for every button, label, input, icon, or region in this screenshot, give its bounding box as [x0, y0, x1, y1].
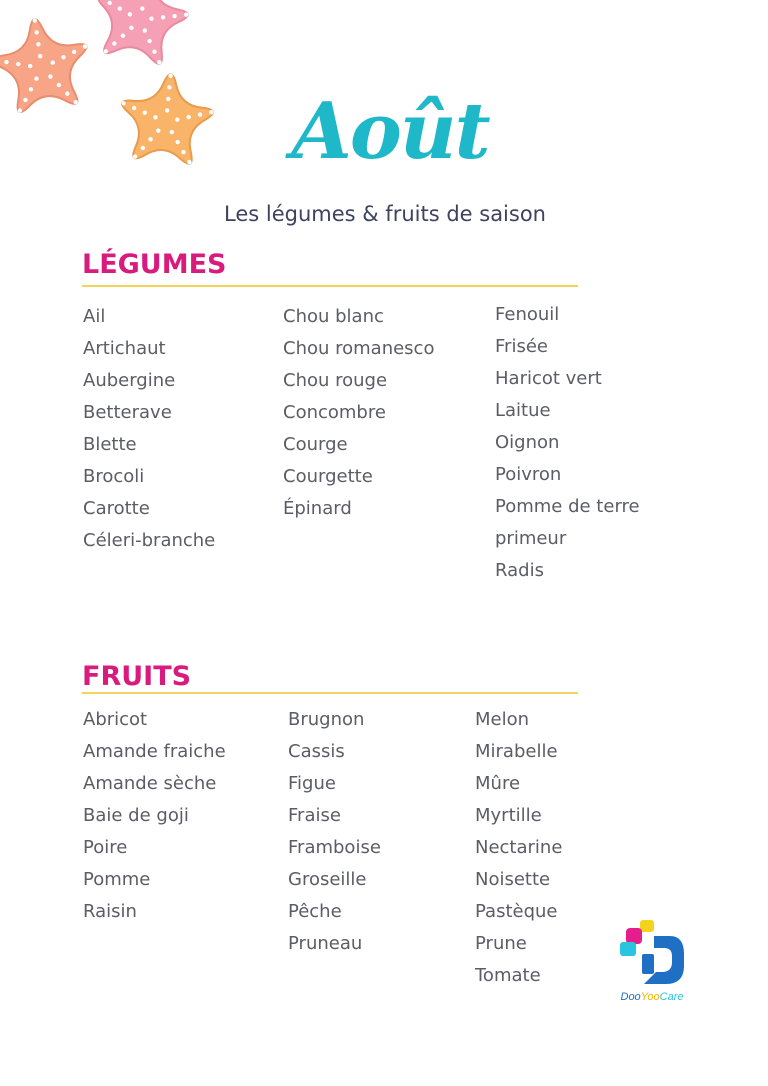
list-item: Brugnon	[288, 709, 365, 730]
legumes-column-3	[495, 299, 640, 587]
list-item: Radis	[495, 560, 544, 581]
list-item: Pomme de terre	[495, 496, 640, 517]
pink-starfish-icon	[97, 0, 188, 64]
list-item: Ail	[83, 306, 106, 327]
list-item: Frisée	[495, 336, 548, 357]
list-item: Chou rouge	[283, 370, 388, 391]
legumes-divider	[82, 285, 578, 287]
list-item: Poivron	[495, 464, 562, 485]
list-item: Céleri-branche	[83, 530, 216, 551]
list-item: Oignon	[495, 432, 560, 453]
list-item: Tomate	[475, 965, 541, 986]
list-item: Brocoli	[83, 466, 145, 487]
legumes-heading: LÉGUMES	[82, 249, 227, 280]
fruits-divider	[82, 692, 578, 694]
list-item: Épinard	[283, 498, 352, 519]
list-item: Pastèque	[475, 901, 558, 922]
list-item: Courgette	[283, 466, 373, 487]
list-item: Poire	[83, 837, 128, 858]
fruits-column-2	[288, 704, 381, 960]
fruits-column-1	[83, 704, 226, 928]
list-item: Framboise	[288, 837, 381, 858]
list-item: Figue	[288, 773, 336, 794]
list-item: Amande sèche	[83, 773, 217, 794]
coral-starfish-icon	[0, 18, 87, 112]
legumes-column-2	[283, 301, 434, 525]
list-item: Pomme	[83, 869, 151, 890]
list-item: Pêche	[288, 901, 342, 922]
fruits-heading: FRUITS	[82, 661, 192, 692]
list-item: Raisin	[83, 901, 137, 922]
list-item: primeur	[495, 528, 567, 549]
list-item: Blette	[83, 434, 137, 455]
list-item: Abricot	[83, 709, 148, 730]
list-item: Baie de goji	[83, 805, 189, 826]
list-item: Betterave	[83, 402, 172, 423]
list-item: Prune	[475, 933, 527, 954]
starfish-decoration	[0, 0, 240, 200]
list-item: Chou romanesco	[283, 338, 435, 359]
list-item: Amande fraiche	[83, 741, 226, 762]
list-item: Pruneau	[288, 933, 363, 954]
list-item: Myrtille	[475, 805, 542, 826]
list-item: Carotte	[83, 498, 150, 519]
list-item: Mirabelle	[475, 741, 558, 762]
list-item: Courge	[283, 434, 348, 455]
list-item: Laitue	[495, 400, 551, 421]
fruits-column-3	[475, 704, 562, 992]
list-item: Melon	[475, 709, 530, 730]
page-title: Août	[291, 86, 489, 177]
list-item: Fraise	[288, 805, 341, 826]
list-item: Haricot vert	[495, 368, 602, 389]
list-item: Fenouil	[495, 304, 560, 325]
page-subtitle: Les légumes & fruits de saison	[224, 202, 546, 226]
list-item: Mûre	[475, 773, 521, 794]
logo-wordmark: DooYooCare	[620, 991, 684, 1003]
list-item: Concombre	[283, 402, 386, 423]
list-item: Nectarine	[475, 837, 563, 858]
orange-starfish-icon	[121, 74, 213, 165]
list-item: Noisette	[475, 869, 551, 890]
list-item: Cassis	[288, 741, 345, 762]
list-item: Chou blanc	[283, 306, 384, 327]
list-item: Groseille	[288, 869, 367, 890]
list-item: Aubergine	[83, 370, 176, 391]
list-item: Artichaut	[83, 338, 166, 359]
legumes-column-1	[83, 301, 215, 557]
